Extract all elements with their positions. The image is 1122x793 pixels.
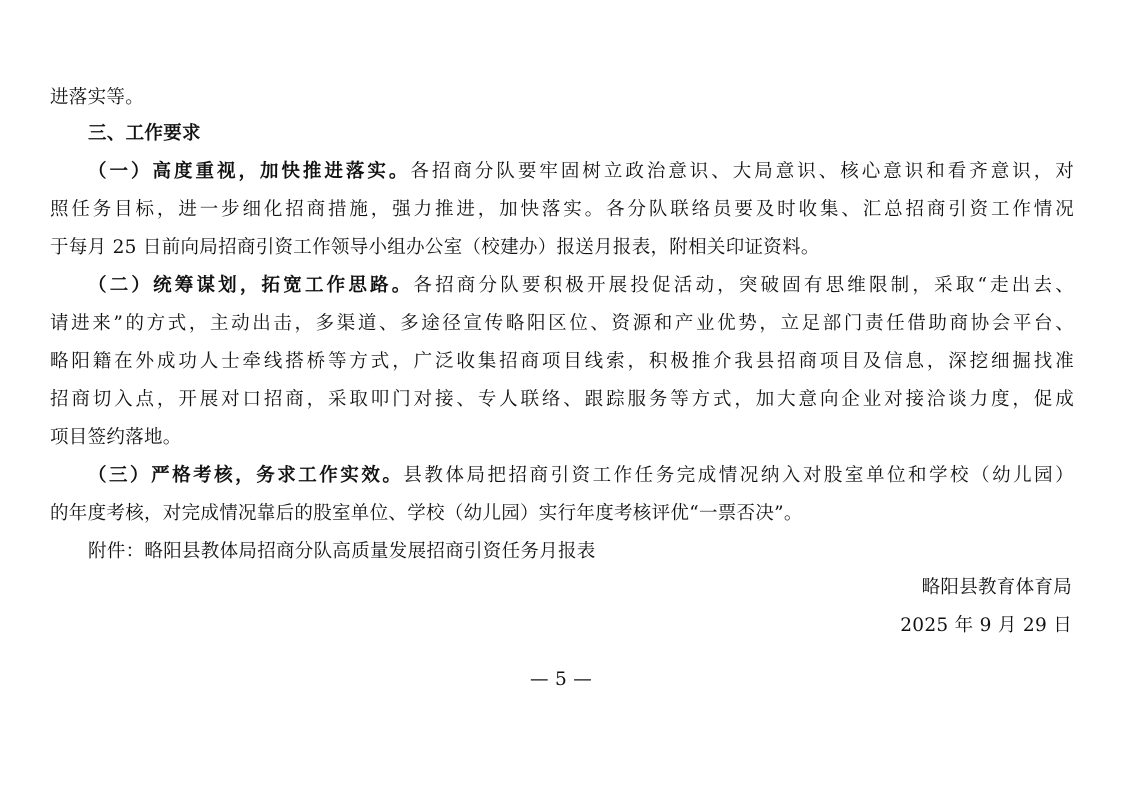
section-heading: 三、工作要求 (88, 123, 201, 144)
item2-title: （二）统筹谋划，拓宽工作思路。 (88, 275, 414, 296)
page-number: — 5 — (529, 669, 593, 690)
item3-line1 (88, 464, 1074, 488)
item3-title: （三）严格考核，务求工作实效。 (88, 465, 404, 486)
item3-line2: 的年度考核，对完成情况靠后的股室单位、学校（幼儿园）实行年度考核评优“一票否决”。 (50, 503, 803, 524)
continuation-line: 进落实等。 (50, 87, 145, 108)
item3-line1-text: 县教体局把招商引资工作任务完成情况纳入对股室单位和学校（幼儿园） (403, 465, 1074, 486)
signature-date: 2025 年 9 月 29 日 (900, 615, 1072, 636)
item2-line4: 招商切入点，开展对口招商，采取叩门对接、专人联络、跟踪服务等方式，加大意向企业对接洽谈力度，促成 (50, 389, 1074, 410)
attachment-line: 附件：略阳县教体局招商分队高质量发展招商引资任务月报表 (88, 541, 596, 562)
item1-line3: 于每月 25 日前向局招商引资工作领导小组办公室（校建办）报送月报表，附相关印证资料。 (50, 237, 820, 258)
item2-line2: 请进来”的方式，主动出击，多渠道、多途径宣传略阳区位、资源和产业优势，立足部门责任借助商协会平台、 (50, 313, 1074, 334)
item1-line2: 照任务目标，进一步细化招商措施，强力推进，加快落实。各分队联络员要及时收集、汇总招商引资工作情况 (50, 199, 1074, 220)
item2-line3: 略阳籍在外成功人士牵线搭桥等方式，广泛收集招商项目线索，积极推介我县招商项目及信息，深挖细掘找准 (50, 351, 1074, 372)
item2-line5: 项目签约落地。 (50, 427, 182, 448)
item1-line1 (88, 160, 1074, 184)
item1-title: （一）高度重视，加快推进落实。 (88, 161, 411, 182)
item2-line1-text: 各招商分队要积极开展投促活动，突破固有思维限制，采取“走出去、 (413, 275, 1074, 296)
signature-org: 略阳县教育体育局 (921, 577, 1072, 598)
item1-line1-text: 各招商分队要牢固树立政治意识、大局意识、核心意识和看齐意识，对 (410, 161, 1074, 182)
item2-line1 (88, 274, 1074, 298)
